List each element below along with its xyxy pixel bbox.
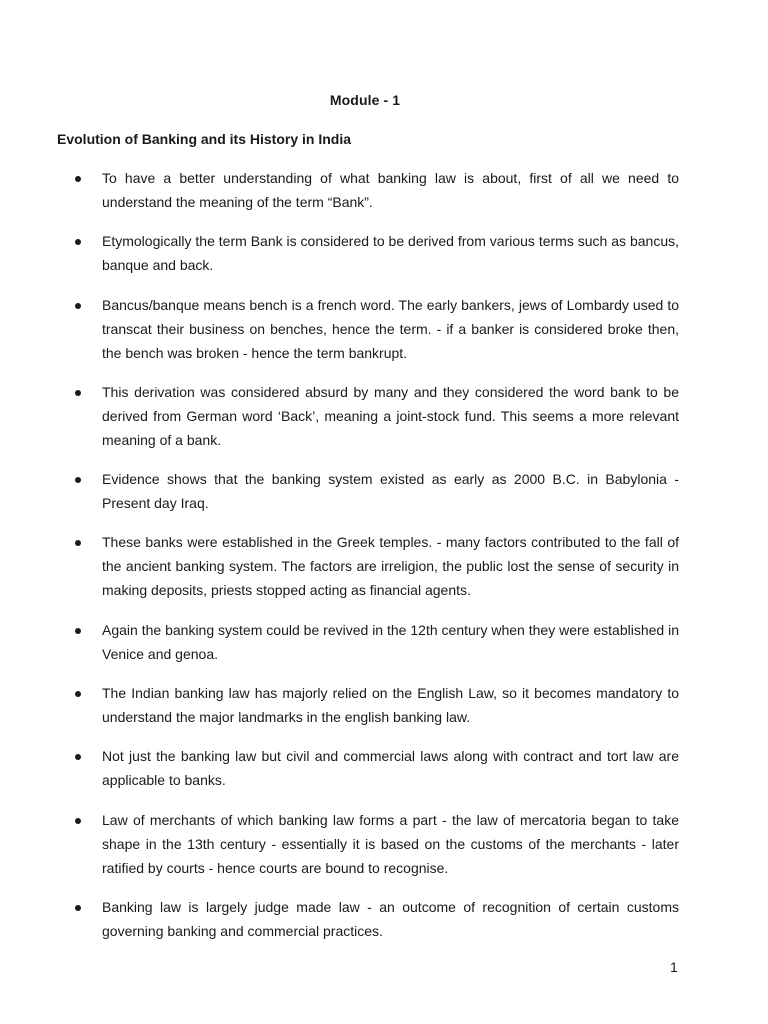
bullet-text: Again the banking system could be revived in the 12th century when they were established in Venice and genoa. [102,621,679,662]
bullet-text: The Indian banking law has majorly relied on the English Law, so it becomes mandatory to understand the major landmarks in the english banking law. [102,685,679,726]
bullet-item [0,229,768,277]
bullet-item [0,380,768,452]
bullet-item [0,681,768,729]
bullet-dot-icon [75,628,81,634]
page-number: 1 [670,959,678,975]
bullet-dot-icon [75,239,81,245]
bullet-text: Evidence shows that the banking system existed as early as 2000 B.C. in Babylonia - Present day Iraq. [102,471,679,512]
bullet-text: Etymologically the term Bank is considered to be derived from various terms such as bancus, banque and back. [102,233,679,274]
section-heading: Evolution of Banking and its History in India [57,131,352,147]
bullet-text: Bancus/banque means bench is a french word. The early bankers, jews of Lombardy used to transcat their business on benches, hence the term. - if a banker is considered broke then, the bench was broken - hence the term bankrupt. [102,296,679,361]
bullet-item [0,618,768,666]
bullet-item [0,166,768,214]
bullet-text: This derivation was considered absurd by many and they considered the word bank to be derived from German word ‘Back’, meaning a joint-stock fund. This seems a more relevant meaning of a bank. [102,383,679,448]
bullet-dot-icon [75,905,81,911]
bullet-dot-icon [75,691,81,697]
bullet-item [0,293,768,365]
bullet-dot-icon [75,390,81,396]
module-title: Module - 1 [329,92,401,108]
bullet-dot-icon [75,818,81,824]
bullet-item [0,744,768,792]
bullet-list [0,166,768,958]
bullet-dot-icon [75,176,81,182]
bullet-dot-icon [75,540,81,546]
bullet-text: Not just the banking law but civil and commercial laws along with contract and tort law are applicable to banks. [102,748,679,789]
bullet-text: Law of merchants of which banking law forms a part - the law of mercatoria began to take shape in the 13th century - essentially it is based on the customs of the merchants - later ratified by courts - hence courts are bound to recognise. [102,811,679,876]
bullet-item [0,467,768,515]
bullet-item [0,895,768,943]
bullet-text: Banking law is largely judge made law - an outcome of recognition of certain customs governing banking and commercial practices. [102,898,679,939]
bullet-item [0,530,768,602]
bullet-dot-icon [75,754,81,760]
bullet-text: These banks were established in the Greek temples. - many factors contributed to the fall of the ancient banking system. The factors are irreligion, the public lost the sense of security in making deposits, priests stopped acting as financial agents. [102,534,679,599]
bullet-item [0,808,768,880]
bullet-dot-icon [75,303,81,309]
bullet-text: To have a better understanding of what banking law is about, first of all we need to understand the meaning of the term “Bank”. [102,170,679,210]
bullet-dot-icon [75,477,81,483]
